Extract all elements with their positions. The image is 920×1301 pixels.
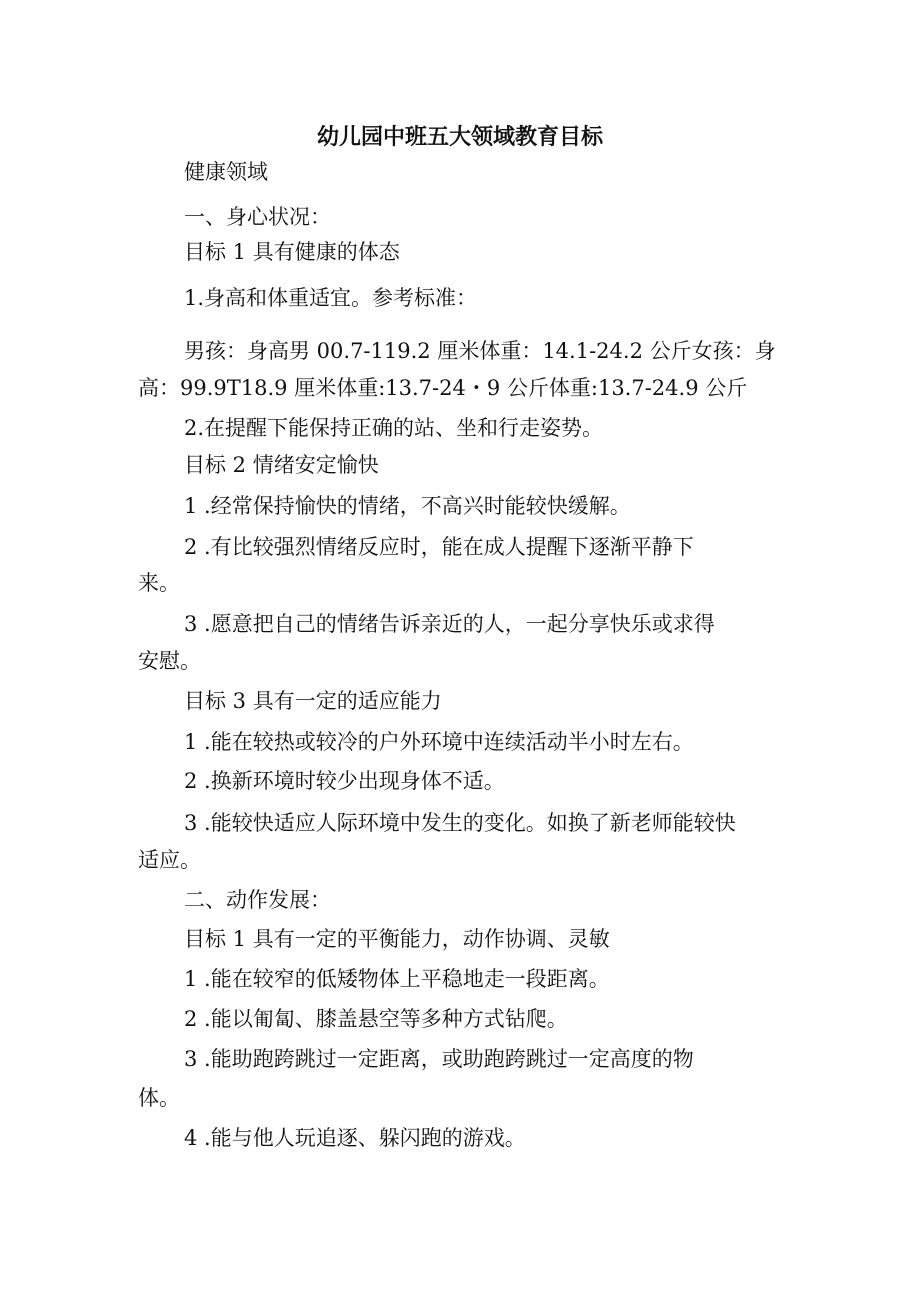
paragraph-line: 适应。 xyxy=(138,848,201,872)
paragraph-line: 体。 xyxy=(138,1086,180,1110)
goal-heading: 目标 1 具有一定的平衡能力，动作协调、灵敏 xyxy=(184,927,610,951)
goal-heading: 目标 3 具有一定的适应能力 xyxy=(184,689,442,713)
document-title: 幼儿园中班五大领域教育目标 xyxy=(316,124,603,150)
paragraph-line: 3 .能助跑跨跳过一定距离，或助跑跨跳过一定高度的物 xyxy=(184,1047,694,1071)
subsection-heading-physical-mental: 一、身心状况： xyxy=(184,205,331,229)
paragraph-line: 1 .能在较热或较冷的户外环境中连续活动半小时左右。 xyxy=(184,730,694,754)
paragraph-line: 3 .能较快适应人际环境中发生的变化。如换了新老师能较快 xyxy=(184,811,736,835)
paragraph-line: 1 .能在较窄的低矮物体上平稳地走一段距离。 xyxy=(184,967,610,991)
paragraph-line: 3 .愿意把自己的情绪告诉亲近的人，一起分享快乐或求得 xyxy=(184,612,715,636)
paragraph-line: 2 .有比较强烈情绪反应时，能在成人提醒下逐渐平静下 xyxy=(184,535,694,559)
paragraph-line: 2 .换新环境时较少出现身体不适。 xyxy=(184,769,505,793)
paragraph-line: 男孩：身高男 00.7-119.2 厘米体重：14.1-24.2 公斤女孩：身 xyxy=(184,339,776,363)
section-heading-health: 健康领域 xyxy=(184,160,268,184)
paragraph-line: 2.在提醒下能保持正确的站、坐和行走姿势。 xyxy=(184,416,604,440)
paragraph-line: 1.身高和体重适宜。参考标准： xyxy=(184,286,478,310)
paragraph-line: 安慰。 xyxy=(138,649,201,673)
paragraph-line: 4 .能与他人玩追逐、躲闪跑的游戏。 xyxy=(184,1126,526,1150)
paragraph-line: 1 .经常保持愉快的情绪，不高兴时能较快缓解。 xyxy=(184,494,631,518)
goal-heading: 目标 1 具有健康的体态 xyxy=(184,240,400,264)
goal-heading: 目标 2 情绪安定愉快 xyxy=(184,453,379,477)
paragraph-line: 2 .能以匍匐、膝盖悬空等多种方式钻爬。 xyxy=(184,1007,568,1031)
subsection-heading-motor: 二、动作发展： xyxy=(184,888,331,912)
paragraph-line: 来。 xyxy=(138,571,180,595)
paragraph-line: 高：99.9T18.9 厘米体重:13.7-24・9 公斤体重:13.7-24.9 公斤 xyxy=(138,376,748,400)
